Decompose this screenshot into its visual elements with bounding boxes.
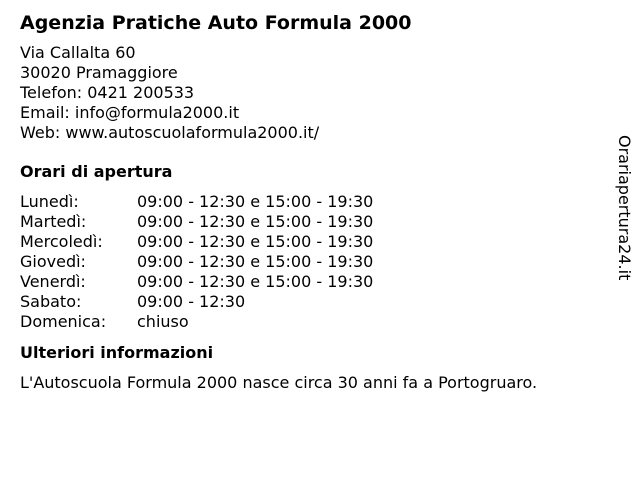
hours-time: 09:00 - 12:30 e 15:00 - 19:30: [137, 192, 374, 211]
hours-title: Orari di apertura: [20, 162, 173, 181]
hours-time: 09:00 - 12:30 e 15:00 - 19:30: [137, 252, 374, 271]
hours-time: 09:00 - 12:30: [137, 292, 246, 311]
hours-day: Lunedì:: [20, 192, 79, 211]
hours-row: [20, 212, 600, 232]
hours-row: [20, 312, 600, 332]
hours-time: 09:00 - 12:30 e 15:00 - 19:30: [137, 272, 374, 291]
hours-table: [20, 192, 600, 332]
hours-day: Sabato:: [20, 292, 82, 311]
hours-row: [20, 292, 600, 312]
address-street: Via Callalta 60: [20, 43, 136, 62]
address-web: Web: www.autoscuolaformula2000.it/: [20, 123, 320, 142]
address-email: Email: info@formula2000.it: [20, 103, 240, 122]
hours-row: [20, 192, 600, 212]
info-title: Ulteriori informazioni: [20, 343, 214, 362]
hours-day: Venerdì:: [20, 272, 86, 291]
hours-day: Giovedì:: [20, 252, 86, 271]
address-city: 30020 Pramaggiore: [20, 63, 178, 82]
hours-time: 09:00 - 12:30 e 15:00 - 19:30: [137, 212, 374, 231]
hours-row: [20, 232, 600, 252]
business-title: Agenzia Pratiche Auto Formula 2000: [20, 12, 412, 34]
hours-time: 09:00 - 12:30 e 15:00 - 19:30: [137, 232, 374, 251]
hours-time: chiuso: [137, 312, 189, 331]
address-block: [20, 43, 600, 143]
hours-row: [20, 252, 600, 272]
hours-day: Martedì:: [20, 212, 87, 231]
info-text: L'Autoscuola Formula 2000 nasce circa 30 anni fa a Portogruaro.: [20, 373, 538, 392]
hours-day: Domenica:: [20, 312, 107, 331]
hours-row: [20, 272, 600, 292]
side-brand-label: Orariapertura24.it: [615, 135, 634, 281]
hours-day: Mercoledì:: [20, 232, 103, 251]
address-phone: Telefon: 0421 200533: [20, 83, 195, 102]
business-card: [20, 10, 600, 393]
